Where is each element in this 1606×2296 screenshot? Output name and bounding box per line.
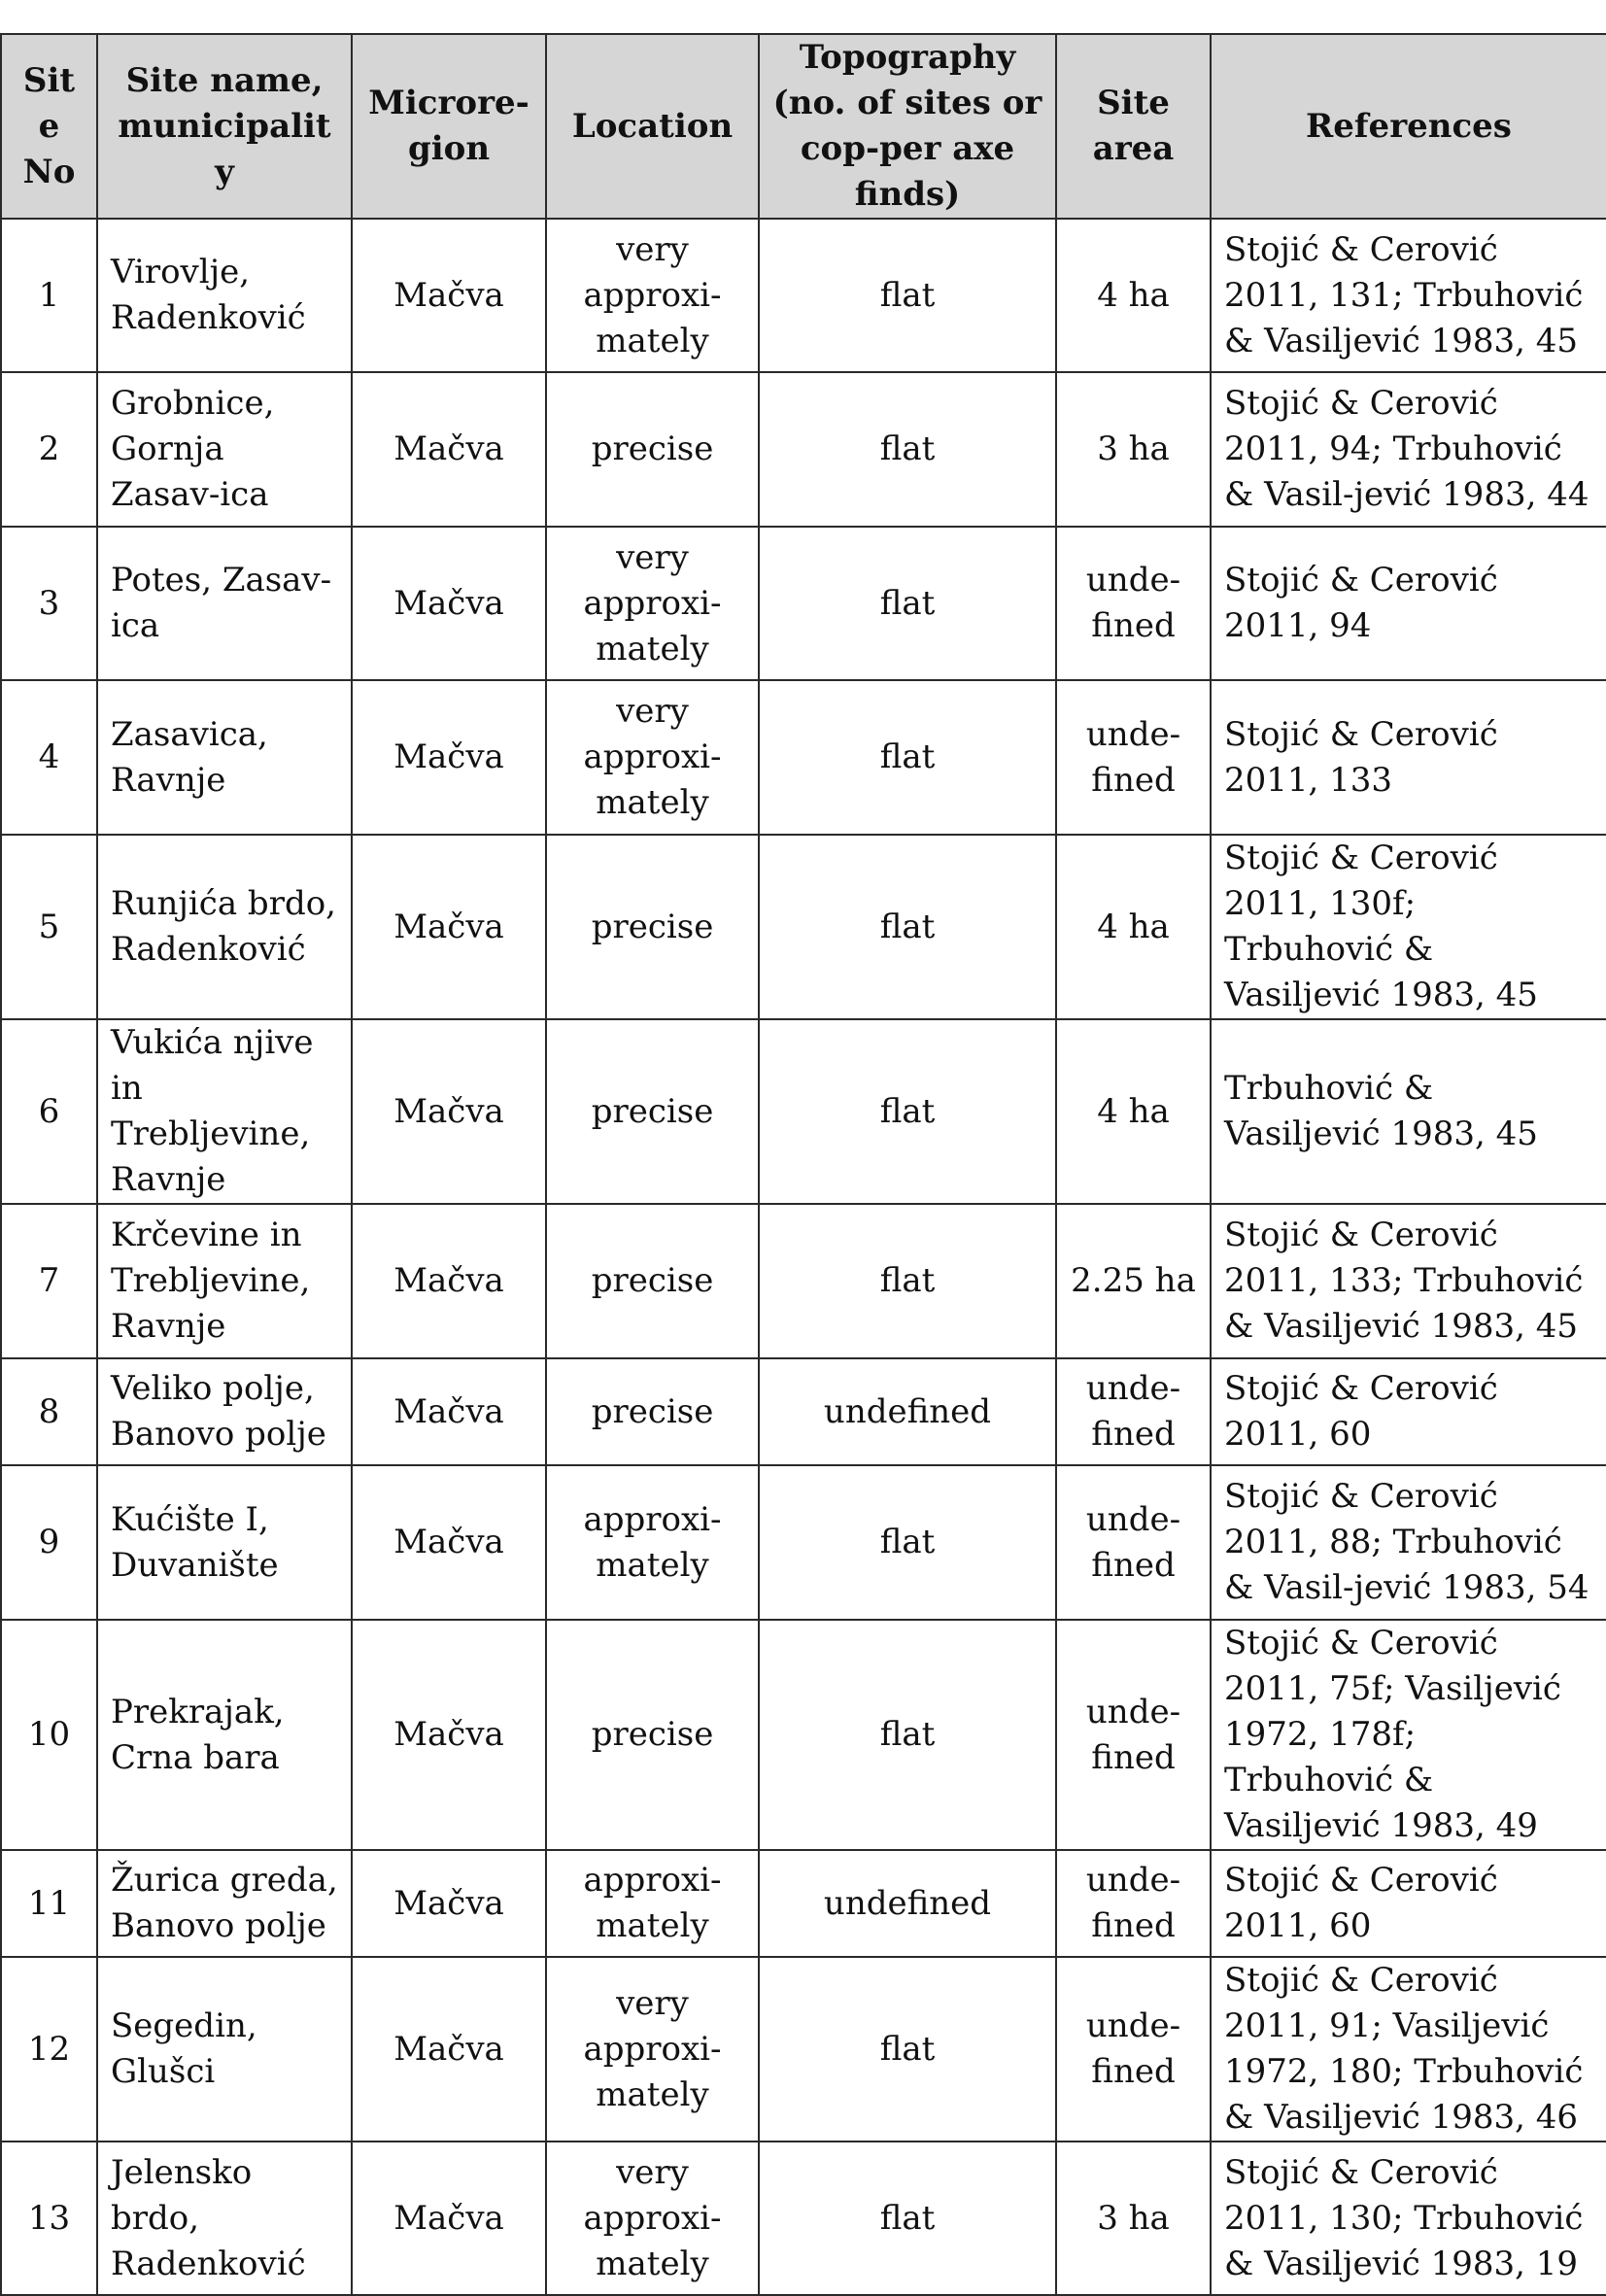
cell-site-no: 13 [1,2142,97,2295]
cell-site-name: Kućište I, Duvanište [97,1465,352,1620]
cell-site-area: unde-fined [1056,1358,1211,1465]
cell-location: very approxi-mately [546,1957,759,2142]
cell-microregion: Mačva [352,680,546,835]
table-body [1,219,1606,2295]
cell-site-no: 5 [1,835,97,1019]
cell-microregion: Mačva [352,1019,546,1204]
cell-location: very approxi-mately [546,219,759,372]
table-row [1,680,1606,835]
cell-microregion: Mačva [352,1957,546,2142]
table-row [1,527,1606,680]
cell-topography: undefined [759,1358,1056,1465]
cell-references: Stojić & Cerović 2011, 75f; Vasiljević 1972, 178f; Trbuhović & Vasiljević 1983, 49 [1211,1620,1606,1850]
cell-location: very approxi-mately [546,2142,759,2295]
cell-site-no: 1 [1,219,97,372]
cell-references: Stojić & Cerović 2011, 133 [1211,680,1606,835]
table-row [1,1465,1606,1620]
cell-microregion: Mačva [352,1620,546,1850]
table-row [1,1957,1606,2142]
cell-microregion: Mačva [352,1850,546,1957]
cell-location: approxi-mately [546,1465,759,1620]
cell-references: Trbuhović & Vasiljević 1983, 45 [1211,1019,1606,1204]
cell-site-name: Grobnice, Gornja Zasav-ica [97,372,352,527]
cell-microregion: Mačva [352,1358,546,1465]
cell-topography: flat [759,527,1056,680]
header-microregion: Microre-gion [352,34,546,219]
table-header-row [1,34,1606,219]
cell-location: very approxi-mately [546,680,759,835]
cell-microregion: Mačva [352,1204,546,1358]
cell-references: Stojić & Cerović 2011, 88; Trbuhović & Vasil-jević 1983, 54 [1211,1465,1606,1620]
cell-references: Stojić & Cerović 2011, 60 [1211,1850,1606,1957]
cell-location: precise [546,1204,759,1358]
cell-references: Stojić & Cerović 2011, 94 [1211,527,1606,680]
cell-site-name: Veliko polje, Banovo polje [97,1358,352,1465]
cell-location: precise [546,1019,759,1204]
cell-location: precise [546,372,759,527]
header-location: Location [546,34,759,219]
cell-site-area: unde-fined [1056,1957,1211,2142]
cell-topography: undefined [759,1850,1056,1957]
cell-location: approxi-mately [546,1850,759,1957]
table-row [1,2142,1606,2295]
cell-site-no: 2 [1,372,97,527]
cell-site-name: Žurica greda, Banovo polje [97,1850,352,1957]
cell-site-area: 4 ha [1056,219,1211,372]
cell-site-no: 9 [1,1465,97,1620]
cell-topography: flat [759,680,1056,835]
cell-topography: flat [759,1957,1056,2142]
cell-site-area: 4 ha [1056,835,1211,1019]
table-row [1,1850,1606,1957]
sites-table [0,33,1606,2296]
header-site-area: Site area [1056,34,1211,219]
header-site-no: Site No [1,34,97,219]
cell-topography: flat [759,1019,1056,1204]
cell-site-area: unde-fined [1056,1850,1211,1957]
cell-topography: flat [759,1465,1056,1620]
cell-site-name: Runjića brdo, Radenković [97,835,352,1019]
cell-location: precise [546,1358,759,1465]
cell-topography: flat [759,219,1056,372]
cell-site-no: 12 [1,1957,97,2142]
cell-site-no: 10 [1,1620,97,1850]
cell-site-no: 6 [1,1019,97,1204]
cell-site-no: 11 [1,1850,97,1957]
cell-site-area: 2.25 ha [1056,1204,1211,1358]
header-site-name: Site name, municipality [97,34,352,219]
cell-site-name: Jelensko brdo, Radenković [97,2142,352,2295]
table-row [1,1358,1606,1465]
cell-site-area: 3 ha [1056,2142,1211,2295]
cell-microregion: Mačva [352,219,546,372]
cell-references: Stojić & Cerović 2011, 60 [1211,1358,1606,1465]
cell-site-area: unde-fined [1056,680,1211,835]
table-row [1,219,1606,372]
cell-site-area: 3 ha [1056,372,1211,527]
cell-site-area: 4 ha [1056,1019,1211,1204]
cell-site-no: 3 [1,527,97,680]
cell-site-no: 7 [1,1204,97,1358]
cell-site-area: unde-fined [1056,1620,1211,1850]
cell-location: very approxi-mately [546,527,759,680]
cell-topography: flat [759,1620,1056,1850]
cell-site-no: 4 [1,680,97,835]
cell-site-name: Segedin, Glušci [97,1957,352,2142]
cell-references: Stojić & Cerović 2011, 130; Trbuhović & Vasiljević 1983, 19 [1211,2142,1606,2295]
cell-microregion: Mačva [352,835,546,1019]
header-topography: Topography (no. of sites or cop-per axe finds) [759,34,1056,219]
cell-location: precise [546,1620,759,1850]
cell-site-name: Prekrajak, Crna bara [97,1620,352,1850]
table-row [1,1019,1606,1204]
header-references: References [1211,34,1606,219]
table-row [1,1620,1606,1850]
page-top-margin [0,0,1606,33]
table-row [1,1204,1606,1358]
cell-site-name: Zasavica, Ravnje [97,680,352,835]
cell-microregion: Mačva [352,527,546,680]
cell-site-name: Vukića njive in Trebljevine, Ravnje [97,1019,352,1204]
cell-site-area: unde-fined [1056,527,1211,680]
cell-topography: flat [759,372,1056,527]
table-row [1,372,1606,527]
cell-topography: flat [759,1204,1056,1358]
cell-site-name: Virovlje, Radenković [97,219,352,372]
cell-references: Stojić & Cerović 2011, 130f; Trbuhović & Vasiljević 1983, 45 [1211,835,1606,1019]
cell-site-no: 8 [1,1358,97,1465]
cell-references: Stojić & Cerović 2011, 131; Trbuhović & Vasiljević 1983, 45 [1211,219,1606,372]
cell-topography: flat [759,835,1056,1019]
cell-site-name: Potes, Zasav-ica [97,527,352,680]
cell-location: precise [546,835,759,1019]
table-row [1,835,1606,1019]
cell-microregion: Mačva [352,372,546,527]
cell-site-area: unde-fined [1056,1465,1211,1620]
cell-references: Stojić & Cerović 2011, 91; Vasiljević 1972, 180; Trbuhović & Vasiljević 1983, 46 [1211,1957,1606,2142]
cell-microregion: Mačva [352,1465,546,1620]
cell-site-name: Krčevine in Trebljevine, Ravnje [97,1204,352,1358]
cell-references: Stojić & Cerović 2011, 133; Trbuhović & Vasiljević 1983, 45 [1211,1204,1606,1358]
cell-topography: flat [759,2142,1056,2295]
cell-microregion: Mačva [352,2142,546,2295]
cell-references: Stojić & Cerović 2011, 94; Trbuhović & Vasil-jević 1983, 44 [1211,372,1606,527]
